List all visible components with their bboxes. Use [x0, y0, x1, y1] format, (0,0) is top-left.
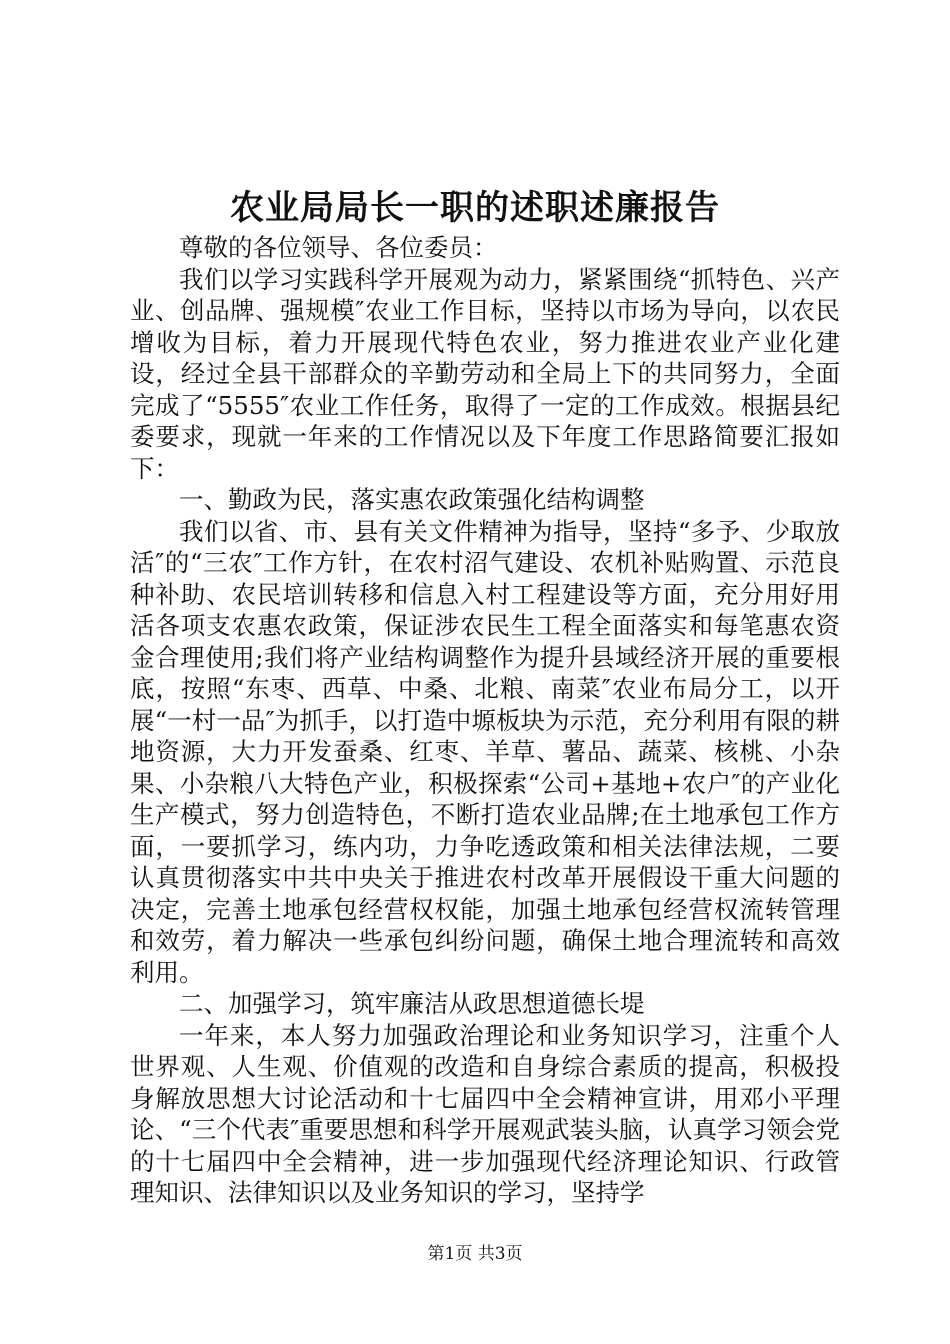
intro-paragraph: 我们以学习实践科学开展观为动力，紧紧围绕“抓特色、兴产业、创品牌、强规模″农业工作目标，坚持以市场为导向，以农民增收为目标，着力开展现代特色农业，努力推进农业产业化建设，经过全县干部群众的辛勤劳动和全局上下的共同努力，全面完成了“5555″农业工作任务，取得了一定的工作成效。根据县纪委要求，现就一年来的工作情况以及下年度工作思路简要汇报如下：: [130, 264, 840, 483]
section-heading-1: 一、勤政为民，落实惠农政策强化结构调整: [179, 485, 645, 514]
section-2-paragraph: 一年来，本人努力加强政治理论和业务知识学习，注重个人世界观、人生观、价值观的改造和自身综合素质的提高，积极投身解放思想大讨论活动和十七届四中全会精神宣讲，用邓小平理论、“三个代表″重要思想和科学开展观武装头脑，认真学习领会党的十七届四中全会精神，进一步加强现代经济理论知识、行政管理知识、法律知识以及业务知识的学习，坚持学: [130, 1020, 840, 1207]
salutation: 尊敬的各位领导、各位委员：: [179, 233, 498, 262]
section-heading-2: 二、加强学习，筑牢廉洁从政思想道德长堤: [179, 989, 645, 1018]
page-number: 第1页 共3页: [427, 1244, 523, 1264]
section-1-paragraph: 我们以省、市、县有关文件精神为指导，坚持“多予、少取放活″的“三农″工作方针，在农村沼气建设、农机补贴购置、示范良种补助、农民培训转移和信息入村工程建设等方面，充分用好用活各项支农惠农政策，保证涉农民生工程全面落实和每笔惠农资金合理使用;我们将产业结构调整作为提升县域经济开展的重要根底，按照“东枣、西草、中桑、北粮、南菜″农业布局分工，以开展“一村一品″为抓手，以打造中塬板块为示范，充分利用有限的耕地资源，大力开发蚕桑、红枣、羊草、薯品、蔬菜、核桃、小杂果、小杂粮八大特色产业，积极探索“公司+基地+农户″的产业化生产模式，努力创造特色，不断打造农业品牌;在土地承包工作方面，一要抓学习，练内功，力争吃透政策和相关法律法规，二要认真贯彻落实中共中央关于推进农村改革开展假设干重大问题的决定，完善土地承包经营权权能，加强土地承包经营权流转管理和效劳，着力解决一些承包纠纷问题，确保土地合理流转和高效利用。: [130, 516, 840, 987]
document-body: [130, 232, 840, 1209]
document-title: 农业局局长一职的述职述廉报告: [230, 188, 720, 228]
